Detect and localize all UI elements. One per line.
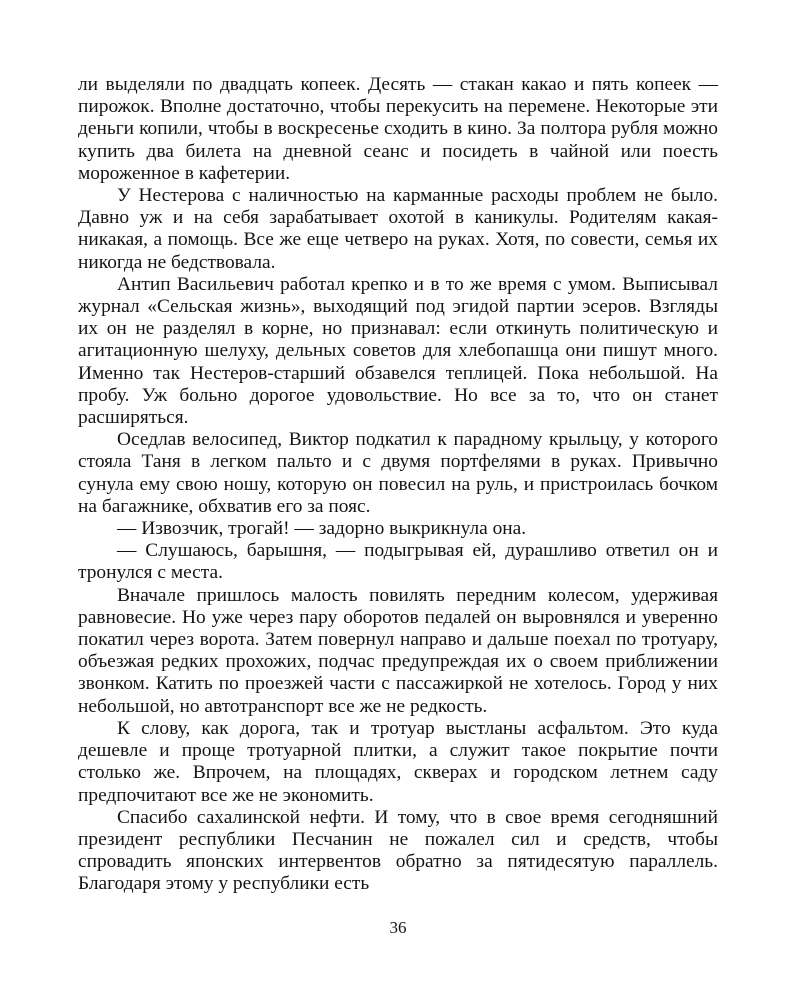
paragraph-2: У Нестерова с наличностью на карманные расходы проблем не было. Давно уж и на себя зарабатывает охотой в каникулы. Родителям какая-никакая, а помощь. Все же еще четверо на руках. Хотя, по совести, семья их никогда не бедствовала. — [78, 185, 718, 273]
paragraph-7: Вначале пришлось малость повилять передним колесом, удерживая равновесие. Но уже через пару оборотов педалей он выровнялся и уверенно покатил через ворота. Затем повернул направо и дальше поехал по тротуару, объезжая редких прохожих, подчас предупреждая их о своем приближении звонком. Катить по проезжей части с пассажиркой не хотелось. Город у них небольшой, но автотранспорт все же не редкость. — [78, 584, 718, 717]
paragraph-8: К слову, как дорога, так и тротуар выстланы асфальтом. Это куда дешевле и проще тротуарной плитки, а служит такое покрытие почти столько же. Впрочем, на площадях, скверах и городском летнем саду предпочитают все же не экономить. — [78, 717, 718, 806]
paragraph-4: Оседлав велосипед, Виктор подкатил к парадному крыльцу, у которого стояла Таня в легком пальто и с двумя портфелями в руках. Привычно сунула ему свою ношу, которую он повесил на руль, и пристроилась бочком на багажнике, обхватив его за пояс. — [78, 429, 718, 517]
paragraph-3: Антип Васильевич работал крепко и в то же время с умом. Выписывал журнал «Сельская жизнь», выходящий под эгидой партии эсеров. Взгляды их он не разделял в корне, но признавал: если откинуть политическую и агитационную шелуху, дельных советов для хлебопашца они пишут много. Именно так Нестеров-старший обзавелся теплицей. Пока небольшой. На пробу. Уж больно дорогое удовольствие. Но все за то, что он станет расширяться. — [78, 273, 718, 429]
page-number: 36 — [389, 918, 407, 937]
body-text — [78, 74, 718, 896]
paragraph-5: — Извозчик, трогай! — задорно выкрикнула она. — [117, 518, 527, 540]
book-page — [78, 74, 718, 954]
paragraph-1: ли выделяли по двадцать копеек. Десять — стакан какао и пять копеек — пирожок. Вполне достаточно, чтобы перекусить на перемене. Некоторые эти деньги копили, чтобы в воскресенье сходить в кино. За полтора рубля можно купить два билета на дневной сеанс и посидеть в чайной или поесть мороженное в кафетерии. — [78, 74, 718, 184]
paragraph-6: — Слушаюсь, барышня, — подыгрывая ей, дурашливо ответил он и тронулся с места. — [78, 540, 718, 584]
paragraph-9: Спасибо сахалинской нефти. И тому, что в свое время сегодняшний президент республики Песчанин не пожалел сил и средств, чтобы спровадить японских интервентов обратно за пятидесятую параллель. Благодаря этому у республики есть — [78, 806, 718, 895]
